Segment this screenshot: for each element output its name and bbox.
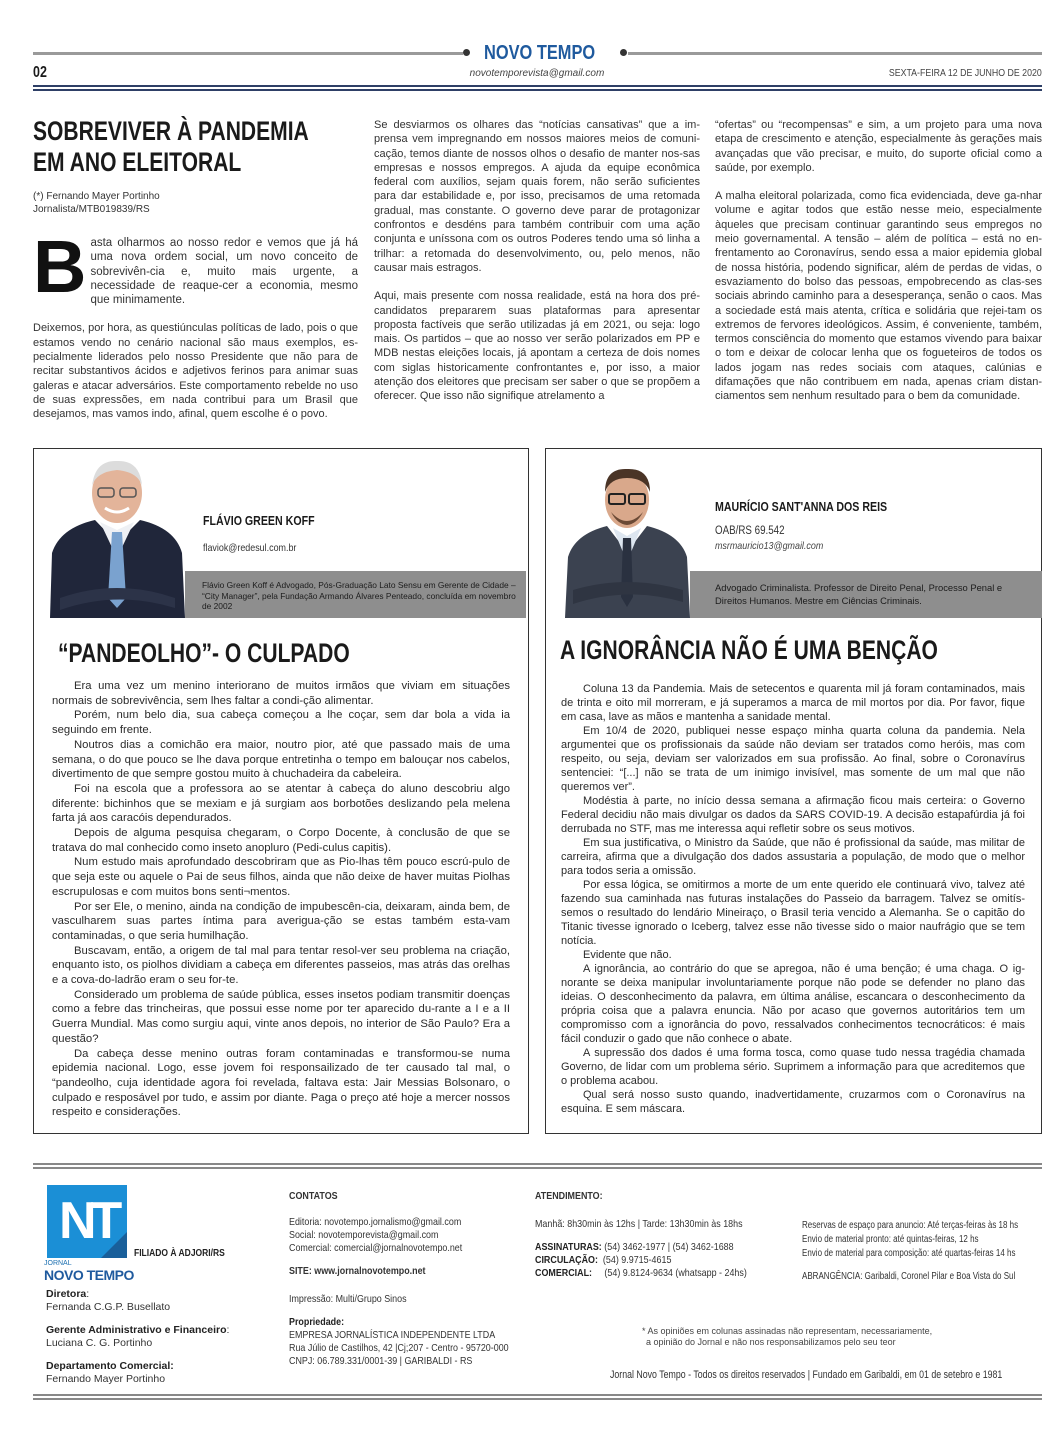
author-email-right xyxy=(715,540,842,552)
contact-line xyxy=(289,1242,539,1255)
contact-text: Editoria: novotempo.jornalismo@gmail.com xyxy=(289,1216,462,1228)
column-body-right xyxy=(561,682,1025,1116)
author-email-left-text[interactable]: flaviok@redesul.com.br xyxy=(203,542,297,554)
editorial-lead: asta olharmos ao nosso redor e vemos que já há uma nova ordem social, um novo conceito de sobrevivên-cia e, muito mais urgente, a necessidade de reaque-cer a economia, mesmo que minimamente. xyxy=(90,237,358,307)
column-paragraph: Porém, num belo dia, sua cabeça começou a lhe coçar, sem dar bola a vida ia seguindo em frente. xyxy=(52,709,510,737)
author-bio-right: Advogado Criminalista. Professor de Direito Penal, Processo Penal e Direitos Humanos. Mestre em Ciências Criminais. xyxy=(715,582,1003,606)
ownership-line xyxy=(289,1355,539,1368)
newspaper-logo xyxy=(47,1185,127,1258)
staff-role: Diretora xyxy=(46,1288,87,1300)
footer-rule-bottom xyxy=(33,1394,1042,1400)
deadlines-block xyxy=(802,1219,1042,1284)
phone-label: COMERCIAL: xyxy=(535,1267,593,1279)
editorial-column-3 xyxy=(715,118,1042,418)
column-headline-left-text: “PANDEOLHO”- O CULPADO xyxy=(58,638,350,668)
deadline-line xyxy=(802,1247,1042,1261)
column-paragraph: Foi na escola que a professora ao se atentar à cabeça do aluno descobriu algo diferente: bichinhos que se mexiam e já surgiam aos borbotões deslizando pela melena farta já aos caracóis dependurados. xyxy=(52,782,510,825)
column-paragraph: A supressão dos dados é uma forma tosca, como quase tudo nessa tragédia chamada Governo, de lidar com um problema sério. Suprimem a informação para que acreditemos que o problema acabou. xyxy=(561,1047,1025,1087)
deadline-text: Envio de material para composição: até quartas-feiras 14 hs xyxy=(802,1248,1016,1259)
phone-value: (54) 9.8124-9634 (whatsapp - 24hs) xyxy=(604,1267,747,1279)
ownership-text: CNPJ: 06.789.331/0001-39 | GARIBALDI - RS xyxy=(289,1355,473,1367)
author-name-right xyxy=(715,500,918,514)
service-title xyxy=(535,1190,795,1203)
phone-line xyxy=(535,1267,795,1280)
footer-rule-top xyxy=(33,1163,1042,1169)
ownership-text: Rua Júlio de Castilhos, 42 |Cj;207 - Centro - 95720-000 xyxy=(289,1342,509,1354)
column-paragraph: Considerado um problema de saúde pública, esses insetos podiam transmitir doenças como a febre das trincheiras, que possui esse nome por ter aparecido du-rante a I e a II Guerra Mundial. Mas como surgiu aqui, vinte anos depois, no interior de São Paulo? Era a questão? xyxy=(52,988,510,1045)
masthead-rule-top xyxy=(33,85,1042,87)
masthead-email: novotemporevista@gmail.com xyxy=(469,68,605,79)
column-paragraph: Qual será nosso susto quando, inadvertidamente, cruzarmos com o Coronavírus na esquina. E sem máscara. xyxy=(561,1089,1025,1115)
affiliation-text: FILIADO À ADJORI/RS xyxy=(134,1248,225,1259)
masthead-dot-left xyxy=(463,49,470,56)
column-paragraph: Buscavam, então, a origem de tal mal para tentar resol-ver seu problema na criação, enquanto isto, os piolhos dividiam a cabeça em diferentes passeios, mas atrás das orelhas e a cova-do-ladrão eram o seu for-te. xyxy=(52,944,510,987)
author-name-left-text: FLÁVIO GREEN KOFF xyxy=(203,514,315,528)
page-number-text: 02 xyxy=(33,64,47,81)
staff-role: Departamento Comercial: xyxy=(46,1360,174,1372)
masthead-title-text: NOVO TEMPO xyxy=(484,42,596,64)
column-paragraph: Num estudo mais aprofundado descobriram que as Pio-lhas têm pouco escrú-pulo de que seja este ou aquele o Pai de seus filhos, ainda que não deixe de haver muitas Piolhas escrupulosas e com muitos bons senti¬mentos. xyxy=(52,856,510,898)
logo-small-text: JORNAL xyxy=(44,1260,72,1267)
phone-line xyxy=(535,1254,795,1267)
contact-text: Comercial: comercial@jornalnovotempo.net xyxy=(289,1242,463,1254)
contacts-title-text: CONTATOS xyxy=(289,1190,338,1202)
editorial-byline xyxy=(33,190,160,216)
column-paragraph: Era uma vez um menino interiorano de muitos irmãos que viviam em situações normais de sobrevivência, sem lhes faltar a condi-ção alimentar. xyxy=(52,680,510,707)
copyright xyxy=(610,1369,1058,1381)
author-email-left xyxy=(203,542,313,554)
staff-list: Diretora: Fernanda C.G.P. Busellato Gerente Administrativo e Financeiro: Luciana C. G. Portinho Departamento Comercial: Fernando Mayer Portinho xyxy=(46,1288,230,1385)
masthead-rule-right xyxy=(628,52,1042,55)
logo-corner xyxy=(101,1232,127,1258)
ownership-text: EMPRESA JORNALÍSTICA INDEPENDENTE LTDA xyxy=(289,1329,496,1341)
ownership-title-text: Propriedade xyxy=(289,1316,342,1328)
logo-letters: NT xyxy=(59,1192,117,1250)
deadline-line xyxy=(802,1219,1042,1233)
column-paragraph: Evidente que não. xyxy=(583,949,672,961)
editorial-paragraph: Se desviarmos os olhares das “notícias cansativas” que a im-prensa vem impregnando em nossos maiores meios de comuni-cação, temos diante de nossos olhos o desafio de manter nos-sas empresas e nossos empregos. A ajuda da equipe econômica federal com auxílios, sejam quais forem, não serão suficientes para dar estabilidade e, por isso, precisamos de uma retomada gradual, mas constante. O governo deve parar de protagonizar confrontos e desdéns para também contribuir com uma ação conjunta e uníssona com os outros Poderes tendo uma só linha a trilhar: a retomada do desenvolvimento, ou, pelo menos, não causar mais estragos. xyxy=(374,119,700,274)
column-paragraph: Modéstia à parte, no início dessa semana a afirmação ficou mais certeira: o Governo Federal decidiu não mais divulgar os dados da SARS COVID-19. A decisão estapafúrdia já foi derrubada no STF, mas me interessa aqui refletir sobre os seus motivos. xyxy=(561,795,1025,835)
phone-label: CIRCULAÇÃO: xyxy=(535,1254,598,1266)
author-registration-right-text: OAB/RS 69.542 xyxy=(715,525,785,537)
author-email-right-text[interactable]: msrmauricio13@gmail.com xyxy=(715,540,824,552)
column-paragraph: A ignorância, ao contrário do que se apregoa, não é uma benção; é uma chaga. O ig-norante se deixa manipular involuntariamente porque não pode se defender no plano das ideias. O desconhecimento da palavra, em última análise, escancara o desconhecimento da própria coisa que a palavra enuncia. Não por acaso que governos autoritários tem um compromisso com a ignorância do povo, ressalvados conhecimentos tecnocráticos: é mais fácil conduzir o gado que não conhece o abate. xyxy=(561,963,1025,1045)
masthead-title xyxy=(484,42,594,65)
editorial-author: (*) Fernando Mayer Portinho xyxy=(33,191,160,202)
staff-name: Luciana C. G. Portinho xyxy=(46,1337,153,1349)
contact-text: Social: novotemporevista@gmail.com xyxy=(289,1229,439,1241)
column-paragraph: Da cabeça desse menino outras foram contaminadas e transformou-se numa epidemia nacional. Logo, esse jovem foi responsailizado de ter causado tal mal, o “pandeolho, cuja identidade agora foi revelada, faltava esta: Jair Messias Bolsonaro, o culpado e resposável por tudo, e assim por diante. Paga o preço até hoje a mercer nossos respeito e considerações. xyxy=(52,1047,510,1119)
staff-name: Fernando Mayer Portinho xyxy=(46,1373,166,1385)
author-name-left xyxy=(203,514,334,528)
editorial-paragraph: Deixemos, por hora, as questiúnculas políticas de lado, pois o que estamos vendo no cenário nacional são maus exemplos, es-pecialmente liderados pelo nosso Presidente que não para de recitar substantivos ácidos e adjetivos ferinos para animar suas galeras e atacar adversários. Este comportamento rebelde no uso de suas expressões, em nada contribui para um Brasil que desejamos, mas vamos indo, afinal, quem escolhe é o povo. xyxy=(33,322,358,421)
masthead-rule-left xyxy=(33,52,463,55)
column-paragraph: Noutros dias a comichão era maior, noutro pior, até que passado mais de uma semana, o do que pouco se lhe dava porque entretinha o tempo em balouçar nos cabelos, divertimento de que sempre gostou muito à chuchadeira da cabeleira. xyxy=(52,738,510,781)
deadline-line xyxy=(802,1233,1042,1247)
phone-value: (54) 3462-1977 | (54) 3462-1688 xyxy=(604,1241,734,1253)
service-title-text: ATENDIMENTO: xyxy=(535,1190,603,1202)
staff-name: Fernanda C.G.P. Busellato xyxy=(46,1301,171,1313)
contact-line xyxy=(289,1216,539,1229)
masthead-dot-right xyxy=(620,49,627,56)
column-paragraph: Coluna 13 da Pandemia. Mais de setecentos e quarenta mil já foram contaminados, mais de trinta e oito mil morreram, e já superamos a marca de mil mortos por dia. Por favor, fique em casa, lave as mãos e mantenha a sanidade mental. xyxy=(561,683,1025,723)
service-block xyxy=(535,1190,795,1280)
ownership-line xyxy=(289,1342,539,1355)
coverage xyxy=(802,1270,1042,1284)
staff-role: Gerente Administrativo e Financeiro xyxy=(46,1324,227,1336)
site-text[interactable]: SITE: www.jornalnovotempo.net xyxy=(289,1265,426,1277)
disclaimer-line: * As opiniões em colunas assinadas não representam, necessariamente, xyxy=(642,1326,933,1336)
disclaimer-line: a opinião do Jornal e não nos responsabilizamos pelo seu teor xyxy=(646,1337,896,1347)
column-body-left xyxy=(52,679,510,1120)
disclaimer xyxy=(642,1326,932,1348)
column-headline-right xyxy=(560,635,1045,666)
deadline-text: Envio de material pronto: até quintas-feiras, 12 hs xyxy=(802,1234,979,1245)
phone-line xyxy=(535,1241,795,1254)
drop-cap: B xyxy=(33,225,87,308)
contacts-title xyxy=(289,1190,539,1203)
copyright-text: Jornal Novo Tempo - Todos os direitos reservados | Fundado em Garibaldi, em 01 de setebro e 1981 xyxy=(610,1369,1003,1381)
column-paragraph: Em 10/4 de 2020, publiquei nesse espaço minha quarta coluna da pandemia. Nela argumentei que os profissionais da saúde não deviam ser tratados como heróis, mas com respeito, ou seja, deviam ser valorizados em sua profissão. Ao final, sobre o Coronavírus sentenciei: “[...] não se trata de um inimigo invisível, mas somente de um mal que não queremos ver”. xyxy=(561,725,1025,793)
editorial-author-role: Jornalista/MTB019839/RS xyxy=(33,204,150,215)
editorial-paragraph: “ofertas” ou “recompensas” e sim, a um projeto para uma nova etapa de crescimento e atenção, especialmente às gerações mais avançadas que vão precisar, e muito, do suporte oficial como a saúde, por exemplo. xyxy=(715,119,1042,174)
printing xyxy=(289,1293,539,1306)
author-photo-left xyxy=(50,458,185,618)
logo-name: NOVO TEMPO xyxy=(44,1267,134,1283)
column-headline-left xyxy=(58,638,432,669)
contact-line xyxy=(289,1229,539,1242)
author-bio-left: Flávio Green Koff é Advogado, Pós-Graduação Lato Sensu em Gerente de Cidade – “City Manager”, pela Fundação Armando Álvares Penteado, concluída em novembro de 2002 xyxy=(202,580,516,611)
author-photo-right xyxy=(565,462,690,618)
editorial-column-2 xyxy=(374,118,700,418)
author-name-right-text: MAURÍCIO SANT'ANNA DOS REIS xyxy=(715,500,888,514)
column-headline-right-text: A IGNORÂNCIA NÃO É UMA BENÇÃO xyxy=(560,635,938,665)
service-hours xyxy=(535,1218,795,1231)
column-paragraph: Em sua justificativa, o Ministro da Saúde, que não é profissional da saúde, mas militar de carreira, afirma que a divulgação dos dados assustaria a população, de modo que o melhor para todos seria a omissão. xyxy=(561,837,1025,877)
issue-date-text: SEXTA-FEIRA 12 DE JUNHO DE 2020 xyxy=(889,68,1042,79)
column-paragraph: Depois de alguma pesquisa chegaram, o Corpo Docente, à conclusão de que se tratava do mal conhecido como inseto anopluro (Pedi-culus capitis). xyxy=(52,827,510,854)
editorial-title xyxy=(33,116,387,178)
editorial-paragraph: Aqui, mais presente com nossa realidade, está na hora dos pré-candidatos prepararem suas plataformas para apresentar proposta factíveis que serão utilizadas já em 2021, ou seja: logo mais. Os partidos – que ao nosso ver serão polarizados em PP e MDB nestas eleições locais, já apontam a certeza de dois nomes com siglas historicamente confrontantes e, por isso, a maior atenção dos eleitores que precisam ser saber o que se propõem a oferecer. Que isso não signifique atrelamento a xyxy=(374,290,700,403)
contacts-block xyxy=(289,1190,539,1368)
editorial-column-1 xyxy=(33,225,358,436)
issue-date xyxy=(868,68,1042,79)
affiliation xyxy=(134,1248,241,1259)
ownership-line xyxy=(289,1329,539,1342)
editorial-title-line2: EM ANO ELEITORAL xyxy=(33,147,242,177)
deadline-text: Reservas de espaço para anuncio: Até terças-feiras às 18 hs xyxy=(802,1220,1019,1231)
printing-text: Impressão: Multi/Grupo Sinos xyxy=(289,1293,407,1305)
phone-label: ASSINATURAS: xyxy=(535,1241,602,1253)
phone-value: (54) 9.9715-4615 xyxy=(602,1254,672,1266)
editorial-paragraph: A malha eleitoral polarizada, como fica evidenciada, deve ga-nhar volume e agitar todos que estão nesse meio, especialmente àqueles que precisam continuar garantindo seus empregos no meio governamental. A tensão – além de política – está no en-frentamento ao Coronavírus, sendo essa a maior epidemia global de nossa história, podendo significar, além de perdas de vidas, o esvaziamento do bolso das pessoas, empobrecendo as clas-ses sociais abrindo caminho para a desesperança, senão o caos. Mas a sociedade está mais atenta, crítica e solidária que rejei-tam os extremos de fervores ideológicos. Assim, é conveniente, também, termos consciência do momento que estamos vivendo para baixar o tom e deixar de colocar lenha que os fogueteiros de todos os lados jogam nas redes sociais com ataques, calúnias e difamações que não contribuem em nada, apenas criam distan-ciamentos sem nenhum resultado para o bem da comunidade. xyxy=(715,190,1042,403)
editorial-title-line1: SOBREVIVER À PANDEMIA xyxy=(33,116,309,146)
service-hours-text: Manhã: 8h30min às 12hs | Tarde: 13h30min às 18hs xyxy=(535,1218,743,1230)
ownership-title: Propriedade: xyxy=(289,1316,345,1328)
column-paragraph: Por essa lógica, se omitirmos a morte de um ente querido ele continuará vivo, talvez até fazendo sua caminhada nas futuras instalações do Passeio da barragem. Talvez se omitís-semos o resultado do lendário Mineiraço, o Brasil teria vencido a Alemanha. Se o capitão do Titanic tivesse ignorado o Iceberg, talvez esse não tivesse sido o maior naufrágio que se tem notícia. xyxy=(561,879,1025,947)
coverage-text: ABRANGÊNCIA: Garibaldi, Coronel Pilar e Boa Vista do Sul xyxy=(802,1271,1016,1282)
author-registration-right xyxy=(715,525,797,537)
site-link[interactable] xyxy=(289,1265,539,1278)
masthead-rule-bottom xyxy=(33,89,1042,91)
column-paragraph: Por ser Ele, o menino, ainda na condição de impubescên-cia, deixaram, ainda bem, de vasculharem suas partes íntima para averigua-ção se estas também esta-vam contaminadas, o que seria humilhação. xyxy=(52,900,510,942)
